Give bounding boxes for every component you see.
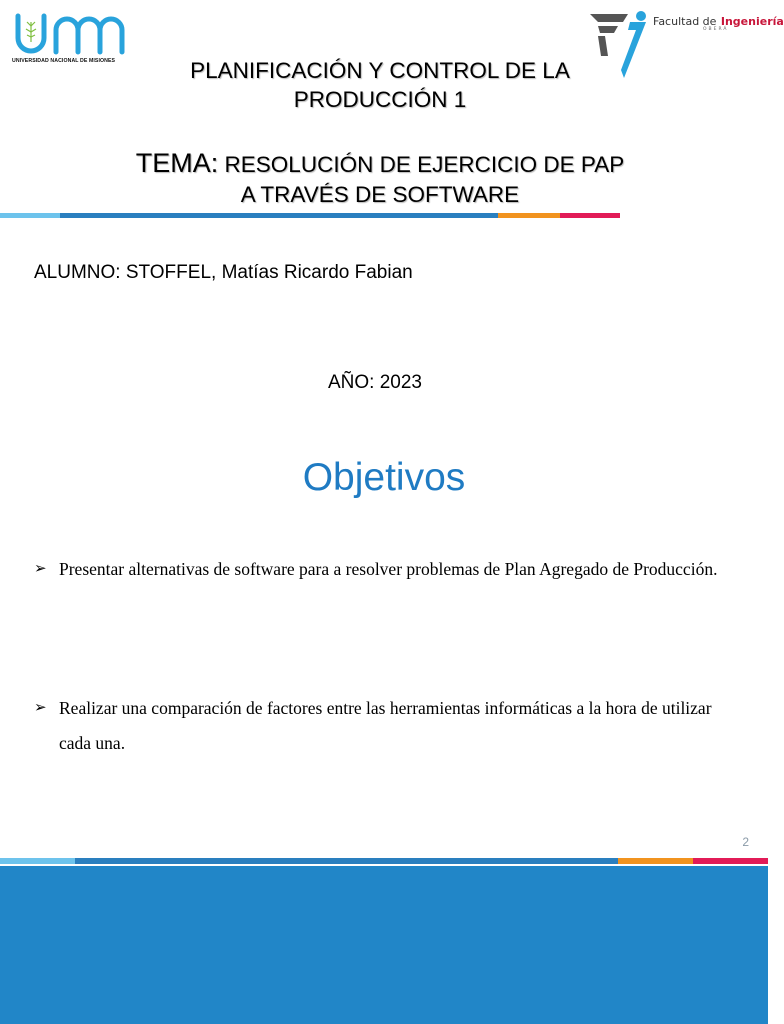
objective-text: Realizar una comparación de factores entre las herramientas informáticas a la hora de utilizar cada una. bbox=[59, 698, 712, 753]
course-title-line1: PLANIFICACIÓN Y CONTROL DE LA bbox=[190, 58, 570, 83]
page-number: 2 bbox=[742, 835, 749, 849]
student-name: ALUMNO: STOFFEL, Matías Ricardo Fabian bbox=[34, 262, 413, 283]
bottom-bar-blue-segment bbox=[75, 858, 618, 864]
tema-label: TEMA: bbox=[135, 148, 219, 178]
course-title bbox=[150, 56, 610, 114]
top-bar-pink-segment bbox=[560, 213, 620, 218]
course-title-line2: PRODUCCIÓN 1 bbox=[293, 87, 467, 112]
bottom-bar-pink-segment bbox=[693, 858, 768, 864]
tema-heading bbox=[90, 148, 670, 210]
tema-line1: RESOLUCIÓN DE EJERCICIO DE PAP bbox=[224, 152, 625, 177]
bottom-bar-light-segment bbox=[0, 858, 75, 864]
fi-ingenieria-label: Ingeniería bbox=[720, 15, 784, 28]
top-bar-light-segment bbox=[0, 213, 60, 218]
unam-logo bbox=[12, 12, 140, 70]
objetivos-heading: Objetivos bbox=[302, 456, 466, 499]
footer-blue-block bbox=[0, 866, 768, 1024]
year-label: AÑO: 2023 bbox=[328, 372, 422, 393]
tema-line2: A TRAVÉS DE SOFTWARE bbox=[240, 182, 520, 207]
arrow-bullet-icon: ➢ bbox=[34, 561, 47, 577]
top-bar-blue-segment bbox=[60, 213, 498, 218]
objective-item bbox=[34, 552, 734, 587]
facultad-ingenieria-logo bbox=[588, 10, 784, 82]
fi-facultad-label: Facultad de bbox=[653, 15, 717, 28]
fi-obera-label: OBERÁ bbox=[703, 27, 729, 32]
top-bar-orange-segment bbox=[498, 213, 560, 218]
unam-logo-mark bbox=[12, 12, 140, 56]
bottom-bar-orange-segment bbox=[618, 858, 693, 864]
objective-item bbox=[34, 691, 734, 761]
objective-text: Presentar alternativas de software para a resolver problemas de Plan Agregado de Producción. bbox=[59, 559, 718, 579]
arrow-bullet-icon: ➢ bbox=[34, 700, 47, 716]
unam-caption: UNIVERSIDAD NACIONAL DE MISIONES bbox=[12, 58, 116, 64]
